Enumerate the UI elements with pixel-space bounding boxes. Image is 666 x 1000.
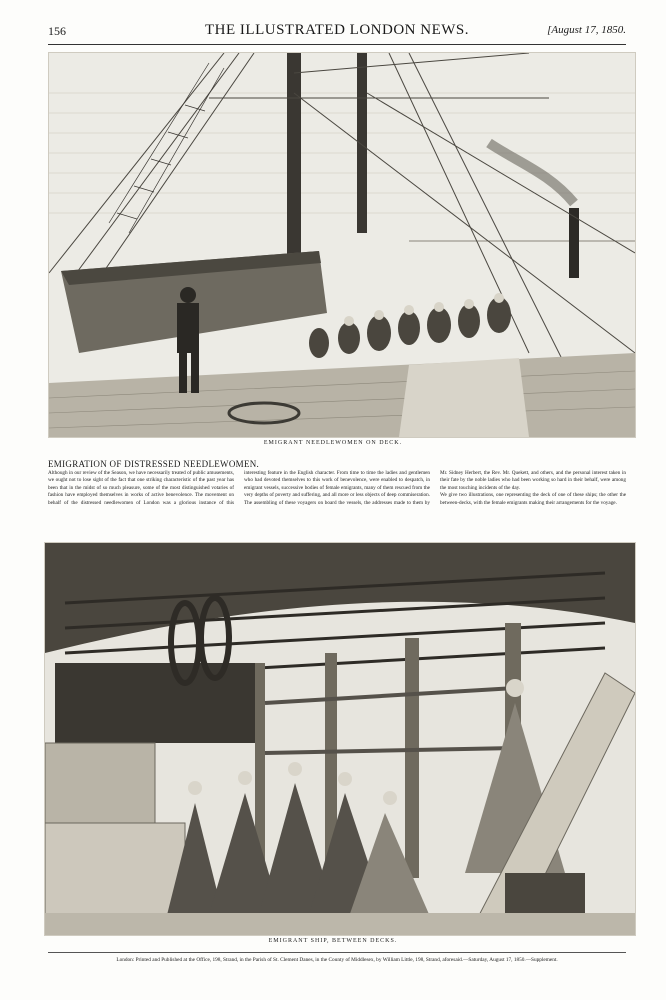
issue-date: [August 17, 1850. xyxy=(547,24,626,36)
page-number: 156 xyxy=(48,24,66,38)
caption-between-decks: EMIGRANT SHIP, BETWEEN DECKS. xyxy=(268,938,398,944)
footer-imprint: London: Printed and Published at the Office, 198, Strand, in the Parish of St. Clement Danes, in the County of Middlesex, by William Little, 198, Strand, aforesaid.—Saturday, August 17, 1850.—Supplement. xyxy=(48,952,626,963)
publication-title: THE ILLUSTRATED LONDON NEWS. xyxy=(205,22,469,38)
article-paragraph-1: Although in our review of the Season, we have necessarily treated of public amusements, we ought not to lose sight of the fact that one striking characteristic of the past year has been that in the midst of so much pleasure, some of the most distinguished votaries of fashion have employed themselves in works of active benevolence. The movement on behalf of the distressed needlewomen of London was a glorious instance of this interesting feature in the English character. From time to time the ladies and gentlemen who had devoted themselves to this work of benevolence, were enabled to despatch, in emigrant vessels, successive bodies of female emigrants, many of them rescued from the very depths of poverty and suffering, and all more or less objects of deep commiseration. The assembling of these voyagers on board the vessels, the addresses made to them by Mr. Sidney Herbert, the Rev. Mr. Quekett, and others, and the personal interest taken in their fate by the noble ladies who had been working so hard in their behalf, were among the most touching incidents of the day. xyxy=(48,470,626,506)
article-heading: EMIGRATION OF DISTRESSED NEEDLEWOMEN. xyxy=(48,459,260,469)
masthead xyxy=(48,22,626,45)
engraving-between-decks xyxy=(44,542,636,936)
article-body xyxy=(48,470,626,532)
caption-deck: EMIGRANT NEEDLEWOMEN ON DECK. xyxy=(263,440,403,446)
engraving-deck xyxy=(48,52,636,438)
article-paragraph-2: We give two illustrations, one representing the deck of one of these ships; the other the between-decks, with the female emigrants making their arrangements for the voyage. xyxy=(440,492,626,506)
